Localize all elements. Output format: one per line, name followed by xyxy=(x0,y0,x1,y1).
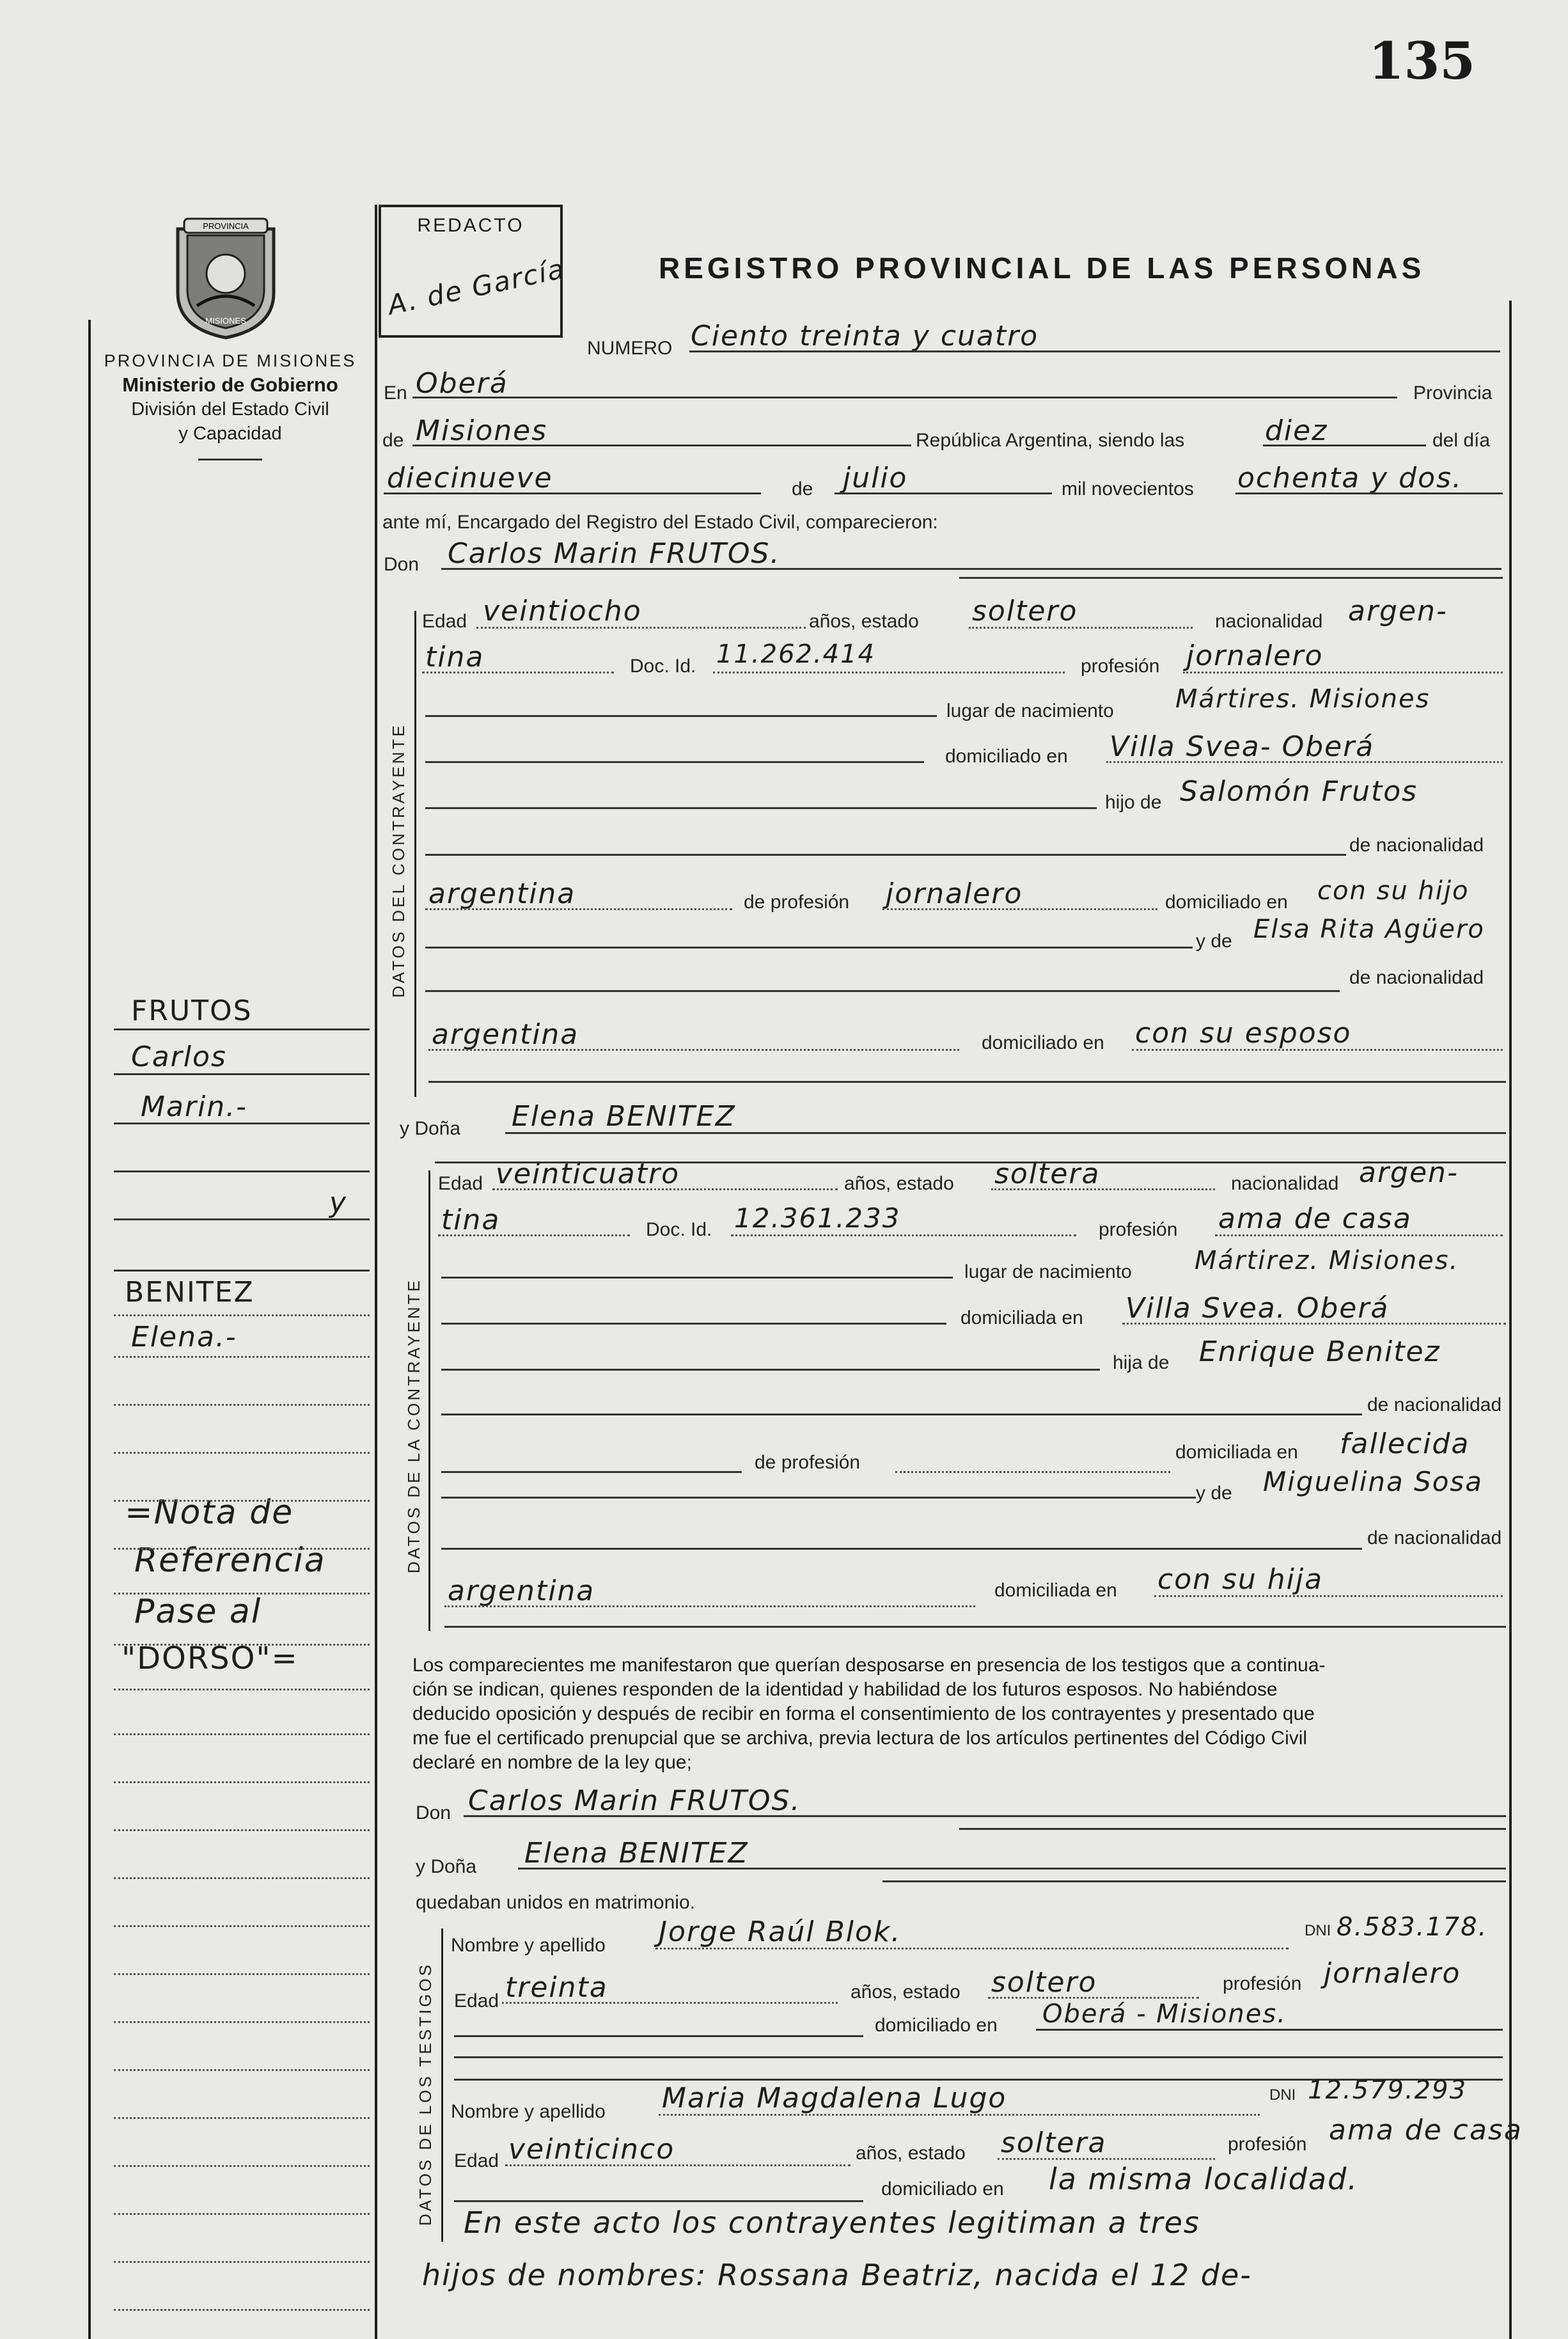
c-doc-line xyxy=(713,672,1065,673)
t2-prof-label: profesión xyxy=(1228,2134,1307,2155)
c-nac-line xyxy=(422,672,614,673)
t1-dom-line xyxy=(1036,2029,1503,2031)
contrayenta-section-label: DATOS DE LA CONTRAYENTE xyxy=(404,1278,423,1573)
declaration-line2: ción se indican, quienes responden de la identidad y habilidad de los futuros esposos. No habiéndose xyxy=(412,1679,1278,1700)
f-edad-label: Edad xyxy=(438,1173,483,1194)
f-padre-dom-label: domiciliada en xyxy=(1175,1442,1298,1463)
c-prof-line xyxy=(1183,672,1503,673)
t2-prof-value: ama de casa xyxy=(1329,2114,1523,2146)
margin-rule xyxy=(114,2309,370,2311)
t2-estado-line xyxy=(998,2158,1215,2160)
de-label: de xyxy=(382,430,404,451)
agency-line1: PROVINCIA DE MISIONES xyxy=(104,351,357,370)
margin-rule xyxy=(114,1877,370,1879)
decl-don-value: Carlos Marin FRUTOS. xyxy=(468,1784,801,1817)
c-madre-value: Elsa Rita Agüero xyxy=(1253,915,1485,944)
margin-name2: Carlos xyxy=(131,1041,227,1073)
margin-rule xyxy=(114,1829,370,1831)
margin-y: y xyxy=(329,1186,348,1219)
t-extra-line1: En este acto los contrayentes legitiman a tres xyxy=(464,2205,1200,2240)
contrayenta-bracket xyxy=(428,1170,430,1631)
t2-anios-label: años, estado xyxy=(856,2143,966,2164)
c-padre-value: Salomón Frutos xyxy=(1180,775,1418,808)
f-estado-value: soltera xyxy=(994,1158,1101,1190)
t1-estado-line xyxy=(988,1997,1199,1999)
c-madre-nac-value: argentina xyxy=(432,1018,579,1051)
c-blank-line-2 xyxy=(425,761,924,763)
f-dom-label: domiciliada en xyxy=(960,1307,1083,1328)
margin-rule xyxy=(114,1452,370,1454)
margin-name4: BENITEZ xyxy=(125,1276,255,1309)
margin-note3: Pase al xyxy=(134,1593,262,1631)
c-padre-dom-label: domiciliado en xyxy=(1165,892,1288,913)
c-dom-label: domiciliado en xyxy=(945,746,1068,767)
t1-nombre-label: Nombre y apellido xyxy=(451,1935,606,1956)
c-madre-dom-value: con su esposo xyxy=(1135,1017,1352,1050)
c-de-prof-label: de profesión xyxy=(744,892,850,913)
c-madre-nac-line xyxy=(428,1049,959,1051)
t2-nombre-label: Nombre y apellido xyxy=(451,2101,606,2122)
margin-rule xyxy=(114,1356,370,1358)
f-blank-line-7 xyxy=(441,1548,1362,1550)
en-label: En xyxy=(384,382,407,404)
t1-prof-value: jornalero xyxy=(1324,1957,1461,1990)
t1-blank-line-2 xyxy=(454,2056,1503,2058)
declaration-line5: declaré en nombre de la ley que; xyxy=(412,1752,692,1773)
c-blank-line-5 xyxy=(425,947,1193,949)
lugar-value: Oberá xyxy=(416,367,508,400)
c-madre-dom-line xyxy=(1132,1049,1503,1051)
f-doc-line xyxy=(731,1234,1076,1236)
c-estado-line xyxy=(969,627,1193,629)
anio-label: mil novecientos xyxy=(1062,478,1194,500)
t2-edad-label: Edad xyxy=(454,2150,499,2171)
decl-don-line xyxy=(464,1815,1506,1817)
margin-rule xyxy=(114,1548,370,1550)
c-de-nac-label: de nacionalidad xyxy=(1349,835,1484,856)
decl-don-label: Don xyxy=(416,1802,451,1823)
t1-dni-value: 8.583.178. xyxy=(1337,1912,1488,1942)
c-dom-line xyxy=(1106,761,1503,763)
center-frame-line xyxy=(375,205,377,2339)
agency-block xyxy=(96,349,365,461)
f-lugar-label: lugar de nacimiento xyxy=(964,1261,1132,1282)
t1-edad-line xyxy=(502,2002,838,2004)
numero-line xyxy=(689,350,1500,352)
stamp-title: REDACTO xyxy=(417,215,524,236)
anio-value: ochenta y dos. xyxy=(1237,462,1462,494)
de-mes-label: de xyxy=(792,478,813,500)
f-dom-line xyxy=(1122,1323,1506,1325)
t2-dom-label: domiciliado en xyxy=(881,2178,1004,2200)
f-prof-value: ama de casa xyxy=(1218,1202,1412,1235)
margin-rule xyxy=(114,2165,370,2167)
agency-line4: y Capacidad xyxy=(178,423,282,444)
margin-rule xyxy=(114,2069,370,2071)
c-padre-prof-value: jornalero xyxy=(886,878,1023,910)
contrayente-bracket xyxy=(414,611,416,1097)
redacto-stamp xyxy=(379,205,568,338)
margin-rule xyxy=(114,1170,370,1172)
margin-rule xyxy=(114,1500,370,1502)
margin-rule xyxy=(114,2117,370,2119)
hora-value: diez xyxy=(1265,414,1328,447)
f-de-nac2-label: de nacionalidad xyxy=(1367,1527,1502,1548)
f-nac-value-b: tina xyxy=(441,1204,501,1236)
f-madre-dom-line xyxy=(1154,1595,1503,1597)
lugar-line xyxy=(412,397,1397,398)
f-edad-line xyxy=(492,1188,838,1190)
declaration-line3: deducido oposición y después de recibir en forma el consentimiento de los contrayentes y presentado que xyxy=(412,1703,1315,1724)
del-dia-label: del día xyxy=(1432,430,1491,451)
c-estado-value: soltero xyxy=(972,595,1078,627)
c-padre-nac-value: argentina xyxy=(428,878,576,910)
decl-dona-label: y Doña xyxy=(416,1856,477,1877)
testigos-section-label: DATOS DE LOS TESTIGOS xyxy=(416,1962,435,2226)
c-hijo-label: hijo de xyxy=(1105,792,1162,813)
c-de-nac2-label: de nacionalidad xyxy=(1349,967,1484,988)
margin-rule xyxy=(114,1593,370,1595)
t2-estado-value: soltera xyxy=(1001,2127,1107,2159)
t2-nombre-line xyxy=(659,2114,1260,2116)
numero-label: NUMERO xyxy=(587,338,673,359)
f-madre-dom-value: con su hija xyxy=(1157,1563,1324,1596)
dona-line xyxy=(505,1132,1506,1134)
c-edad-line xyxy=(476,627,806,629)
f-edad-value: veinticuatro xyxy=(496,1158,680,1190)
c-lugar-label: lugar de nacimiento xyxy=(946,700,1114,721)
t1-estado-value: soltero xyxy=(991,1966,1097,1999)
t2-dni-label: DNI xyxy=(1269,2086,1296,2104)
c-doc-value: 11.262.414 xyxy=(716,640,876,669)
dona-label: y Doña xyxy=(400,1118,461,1139)
numero-value: Ciento treinta y cuatro xyxy=(691,320,1039,352)
don-line-2 xyxy=(959,577,1503,579)
f-blank-line-6 xyxy=(441,1497,1196,1499)
mes-value: julio xyxy=(843,462,908,494)
c-padre-dom-value: con su hijo xyxy=(1317,876,1470,906)
c-nac-value-b: tina xyxy=(425,641,485,673)
stamp-signature: A. de García xyxy=(384,253,568,321)
decl-dona-line xyxy=(518,1868,1506,1870)
c-padre-prof-line xyxy=(882,908,1157,910)
c-lugar-value: Mártires. Misiones xyxy=(1175,684,1431,714)
margin-rule xyxy=(114,1733,370,1735)
t2-dni-value: 12.579.293 xyxy=(1308,2075,1468,2105)
margin-rule xyxy=(114,1073,370,1075)
margin-rule xyxy=(114,2261,370,2263)
agency-line2: Ministerio de Gobierno xyxy=(122,374,338,396)
margin-rule xyxy=(114,1644,370,1646)
t2-edad-line xyxy=(505,2164,851,2166)
c-prof-value: jornalero xyxy=(1186,640,1324,672)
f-blank-line-5 xyxy=(441,1471,742,1473)
don-line xyxy=(441,568,1501,570)
c-edad-label: Edad xyxy=(422,611,467,632)
c-blank-line-6 xyxy=(425,990,1340,992)
margin-name1: FRUTOS xyxy=(131,995,253,1027)
c-dom-value: Villa Svea- Oberá xyxy=(1109,730,1375,763)
ante-mi-text: ante mí, Encargado del Registro del Estado Civil, comparecieron: xyxy=(382,512,938,533)
margin-name3: Marin.- xyxy=(141,1091,247,1123)
t2-edad-value: veinticinco xyxy=(508,2133,675,2166)
page-number: 135 xyxy=(1368,31,1475,91)
margin-rule xyxy=(114,1122,370,1124)
f-dom-value: Villa Svea. Oberá xyxy=(1125,1292,1390,1325)
agency-divider xyxy=(198,459,262,461)
f-anios-label: años, estado xyxy=(844,1173,954,1194)
f-doc-label: Doc. Id. xyxy=(646,1219,712,1240)
margin-note4: "DORSO"= xyxy=(122,1641,299,1676)
f-blank-line-4 xyxy=(441,1414,1362,1415)
mes-line xyxy=(835,492,1052,494)
provincia-label: Provincia xyxy=(1413,382,1493,404)
c-blank-line-3 xyxy=(425,807,1097,809)
f-padre-value: Enrique Benitez xyxy=(1199,1335,1441,1368)
f-prof-label: profesión xyxy=(1099,1219,1178,1240)
don-value: Carlos Marin FRUTOS. xyxy=(448,537,781,570)
dia-line xyxy=(384,492,761,494)
margin-rule xyxy=(114,1028,370,1030)
contrayente-section-label: DATOS DEL CONTRAYENTE xyxy=(389,723,408,998)
margin-rule xyxy=(114,1689,370,1690)
provincia-value: Misiones xyxy=(416,414,548,447)
margin-rule xyxy=(114,1781,370,1783)
f-de-nac-label: de nacionalidad xyxy=(1367,1394,1502,1415)
margin-rule xyxy=(114,1270,370,1272)
t1-blank-line xyxy=(454,2035,863,2037)
margin-rule xyxy=(114,1925,370,1927)
margin-rule xyxy=(114,1218,370,1220)
f-prof-line xyxy=(1215,1234,1503,1236)
c-blank-line-7 xyxy=(428,1081,1506,1083)
f-nac-value-a: argen- xyxy=(1359,1156,1459,1189)
c-y-de-label: y de xyxy=(1196,931,1232,952)
f-blank-line-1 xyxy=(441,1277,953,1279)
t1-nombre-line xyxy=(655,1948,1289,1949)
f-padre-prof-line xyxy=(895,1471,1170,1473)
decl-dona-line-2 xyxy=(882,1880,1506,1882)
decl-don-line-2 xyxy=(959,1828,1506,1830)
f-y-de-label: y de xyxy=(1196,1483,1232,1504)
f-madre-nac-line xyxy=(444,1605,975,1607)
f-blank-line-8 xyxy=(444,1626,1506,1628)
margin-name5: Elena.- xyxy=(131,1321,237,1353)
t1-edad-label: Edad xyxy=(454,1990,499,2012)
t1-dni-label: DNI xyxy=(1305,1922,1331,1939)
f-madre-dom-label: domiciliada en xyxy=(994,1580,1117,1601)
declaration-line4: me fue el certificado prenupcial que se archiva, previa lectura de los artículos pertinentes del Código Civil xyxy=(412,1728,1308,1749)
agency-line3: División del Estado Civil xyxy=(131,399,329,420)
t1-nombre-value: Jorge Raúl Blok. xyxy=(659,1916,902,1948)
provincia-line xyxy=(412,445,911,446)
margin-rule xyxy=(114,2213,370,2215)
page-title: REGISTRO PROVINCIAL DE LAS PERSONAS xyxy=(659,251,1425,285)
decl-dona-value: Elena BENITEZ xyxy=(524,1837,749,1870)
t1-dom-label: domiciliado en xyxy=(875,2015,998,2036)
f-nac-label: nacionalidad xyxy=(1231,1173,1339,1194)
t1-anios-label: años, estado xyxy=(851,1981,960,2003)
c-edad-value: veintiocho xyxy=(483,595,642,627)
f-blank-line-3 xyxy=(441,1369,1100,1371)
declaration-paragraph xyxy=(412,1653,1506,1775)
f-de-prof-label: de profesión xyxy=(755,1452,861,1473)
t1-prof-label: profesión xyxy=(1223,1973,1302,1994)
dona-value: Elena BENITEZ xyxy=(512,1100,736,1133)
t2-blank-line xyxy=(454,2200,863,2202)
f-padre-dom-value: fallecida xyxy=(1340,1428,1470,1460)
margin-note1: =Nota de xyxy=(125,1493,294,1532)
hora-line xyxy=(1263,445,1426,446)
margin-rule xyxy=(114,2021,370,2023)
right-frame-line xyxy=(1509,301,1512,2339)
testigos-bracket xyxy=(441,1928,443,2242)
c-nac-label: nacionalidad xyxy=(1215,611,1323,632)
c-blank-line-1 xyxy=(425,715,937,717)
anio-line xyxy=(1235,492,1503,494)
seal-text-top: PROVINCIA xyxy=(203,221,249,231)
c-padre-nac-line xyxy=(425,908,732,910)
dia-value: diecinueve xyxy=(387,462,553,494)
margin-rule xyxy=(114,1973,370,1975)
t1-edad-value: treinta xyxy=(505,1971,608,2004)
margin-rule xyxy=(114,1404,370,1406)
don-label: Don xyxy=(384,554,419,575)
margin-note2: Referencia xyxy=(134,1541,326,1580)
f-hija-label: hija de xyxy=(1113,1352,1170,1373)
republica-label: República Argentina, siendo las xyxy=(916,430,1185,451)
f-doc-value: 12.361.233 xyxy=(734,1202,901,1234)
left-frame-line xyxy=(88,320,91,2339)
decl-unidos: quedaban unidos en matrimonio. xyxy=(416,1892,695,1913)
declaration-line1: Los comparecientes me manifestaron que querían desposarse en presencia de los testigos que a continua- xyxy=(412,1655,1326,1676)
f-nac-line xyxy=(438,1234,630,1236)
c-anios-label: años, estado xyxy=(809,611,919,632)
f-madre-value: Miguelina Sosa xyxy=(1263,1466,1484,1497)
c-madre-dom-label: domiciliado en xyxy=(982,1032,1104,1053)
margin-rule xyxy=(114,1314,370,1316)
f-blank-line-2 xyxy=(441,1323,946,1325)
seal-text-bottom: MISIONES xyxy=(205,316,246,326)
c-doc-label: Doc. Id. xyxy=(630,656,696,677)
provincial-seal-icon xyxy=(171,216,280,341)
t2-dom-value: la misma localidad. xyxy=(1049,2162,1358,2196)
c-prof-label: profesión xyxy=(1081,656,1160,677)
t-extra-line2: hijos de nombres: Rossana Beatriz, nacida el 12 de- xyxy=(422,2258,1252,2292)
t1-dom-value: Oberá - Misiones. xyxy=(1042,1999,1287,2029)
t2-nombre-value: Maria Magdalena Lugo xyxy=(662,2082,1007,2115)
f-madre-nac-value: argentina xyxy=(448,1575,595,1607)
c-nac-value-a: argen- xyxy=(1348,595,1448,627)
f-lugar-value: Mártirez. Misiones. xyxy=(1195,1246,1459,1275)
f-estado-line xyxy=(991,1188,1215,1190)
c-blank-line-4 xyxy=(425,854,1346,856)
